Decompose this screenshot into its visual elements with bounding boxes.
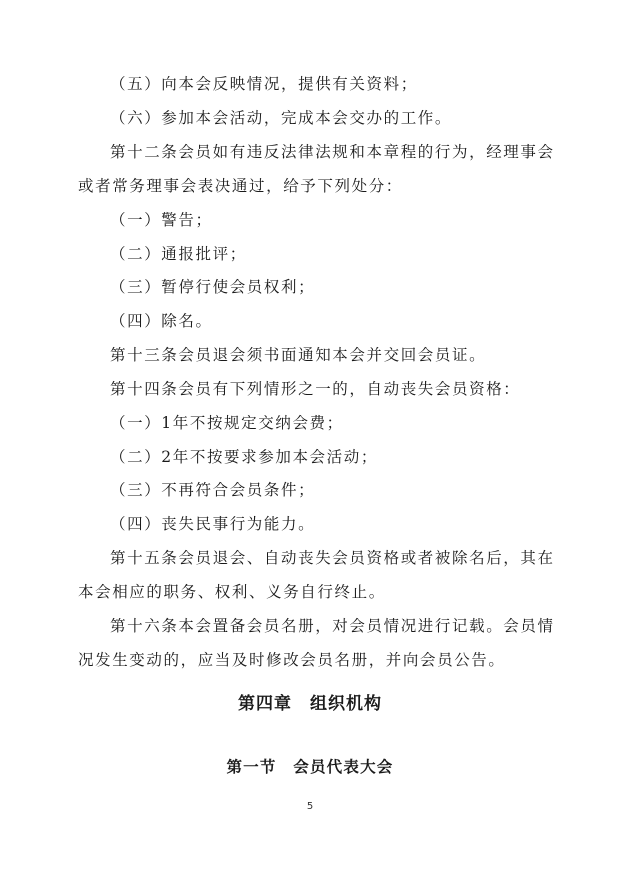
text-line-3: 第十二条会员如有违反法律法规和本章程的行为，经理事会 bbox=[110, 143, 555, 161]
text-line-12: （二）2年不按要求参加本会活动； bbox=[110, 448, 378, 466]
text-line-7: （三）暂停行使会员权利； bbox=[110, 278, 316, 296]
text-line-13: （三）不再符合会员条件； bbox=[110, 481, 316, 499]
text-line-18: 况发生变动的，应当及时修改会员名册，并向会员公告。 bbox=[78, 651, 506, 669]
text-line-15: 第十五条会员退会、自动丧失会员资格或者被除名后，其在 bbox=[110, 549, 555, 567]
text-line-2: （六）参加本会活动，完成本会交办的工作。 bbox=[110, 109, 453, 127]
text-line-8: （四）除名。 bbox=[110, 312, 213, 330]
text-line-14: （四）丧失民事行为能力。 bbox=[110, 515, 316, 533]
text-line-5: （一）警告； bbox=[110, 211, 213, 229]
text-line-16: 本会相应的职务、权利、义务自行终止。 bbox=[78, 583, 386, 601]
text-line-11: （一）1年不按规定交纳会费； bbox=[110, 414, 344, 432]
text-line-9: 第十三条会员退会须书面通知本会并交回会员证。 bbox=[110, 346, 487, 364]
text-line-1: （五）向本会反映情况，提供有关资料； bbox=[110, 75, 418, 93]
text-line-6: （二）通报批评； bbox=[110, 245, 247, 263]
text-line-4: 或者常务理事会表决通过，给予下列处分： bbox=[78, 177, 403, 195]
section-title: 第一节 会员代表大会 bbox=[226, 758, 394, 776]
page-number: 5 bbox=[306, 801, 314, 812]
text-line-17: 第十六条本会置备会员名册，对会员情况进行记载。会员情 bbox=[110, 617, 555, 635]
chapter-title: 第四章 组织机构 bbox=[238, 694, 382, 714]
text-line-10: 第十四条会员有下列情形之一的，自动丧失会员资格： bbox=[110, 380, 521, 398]
